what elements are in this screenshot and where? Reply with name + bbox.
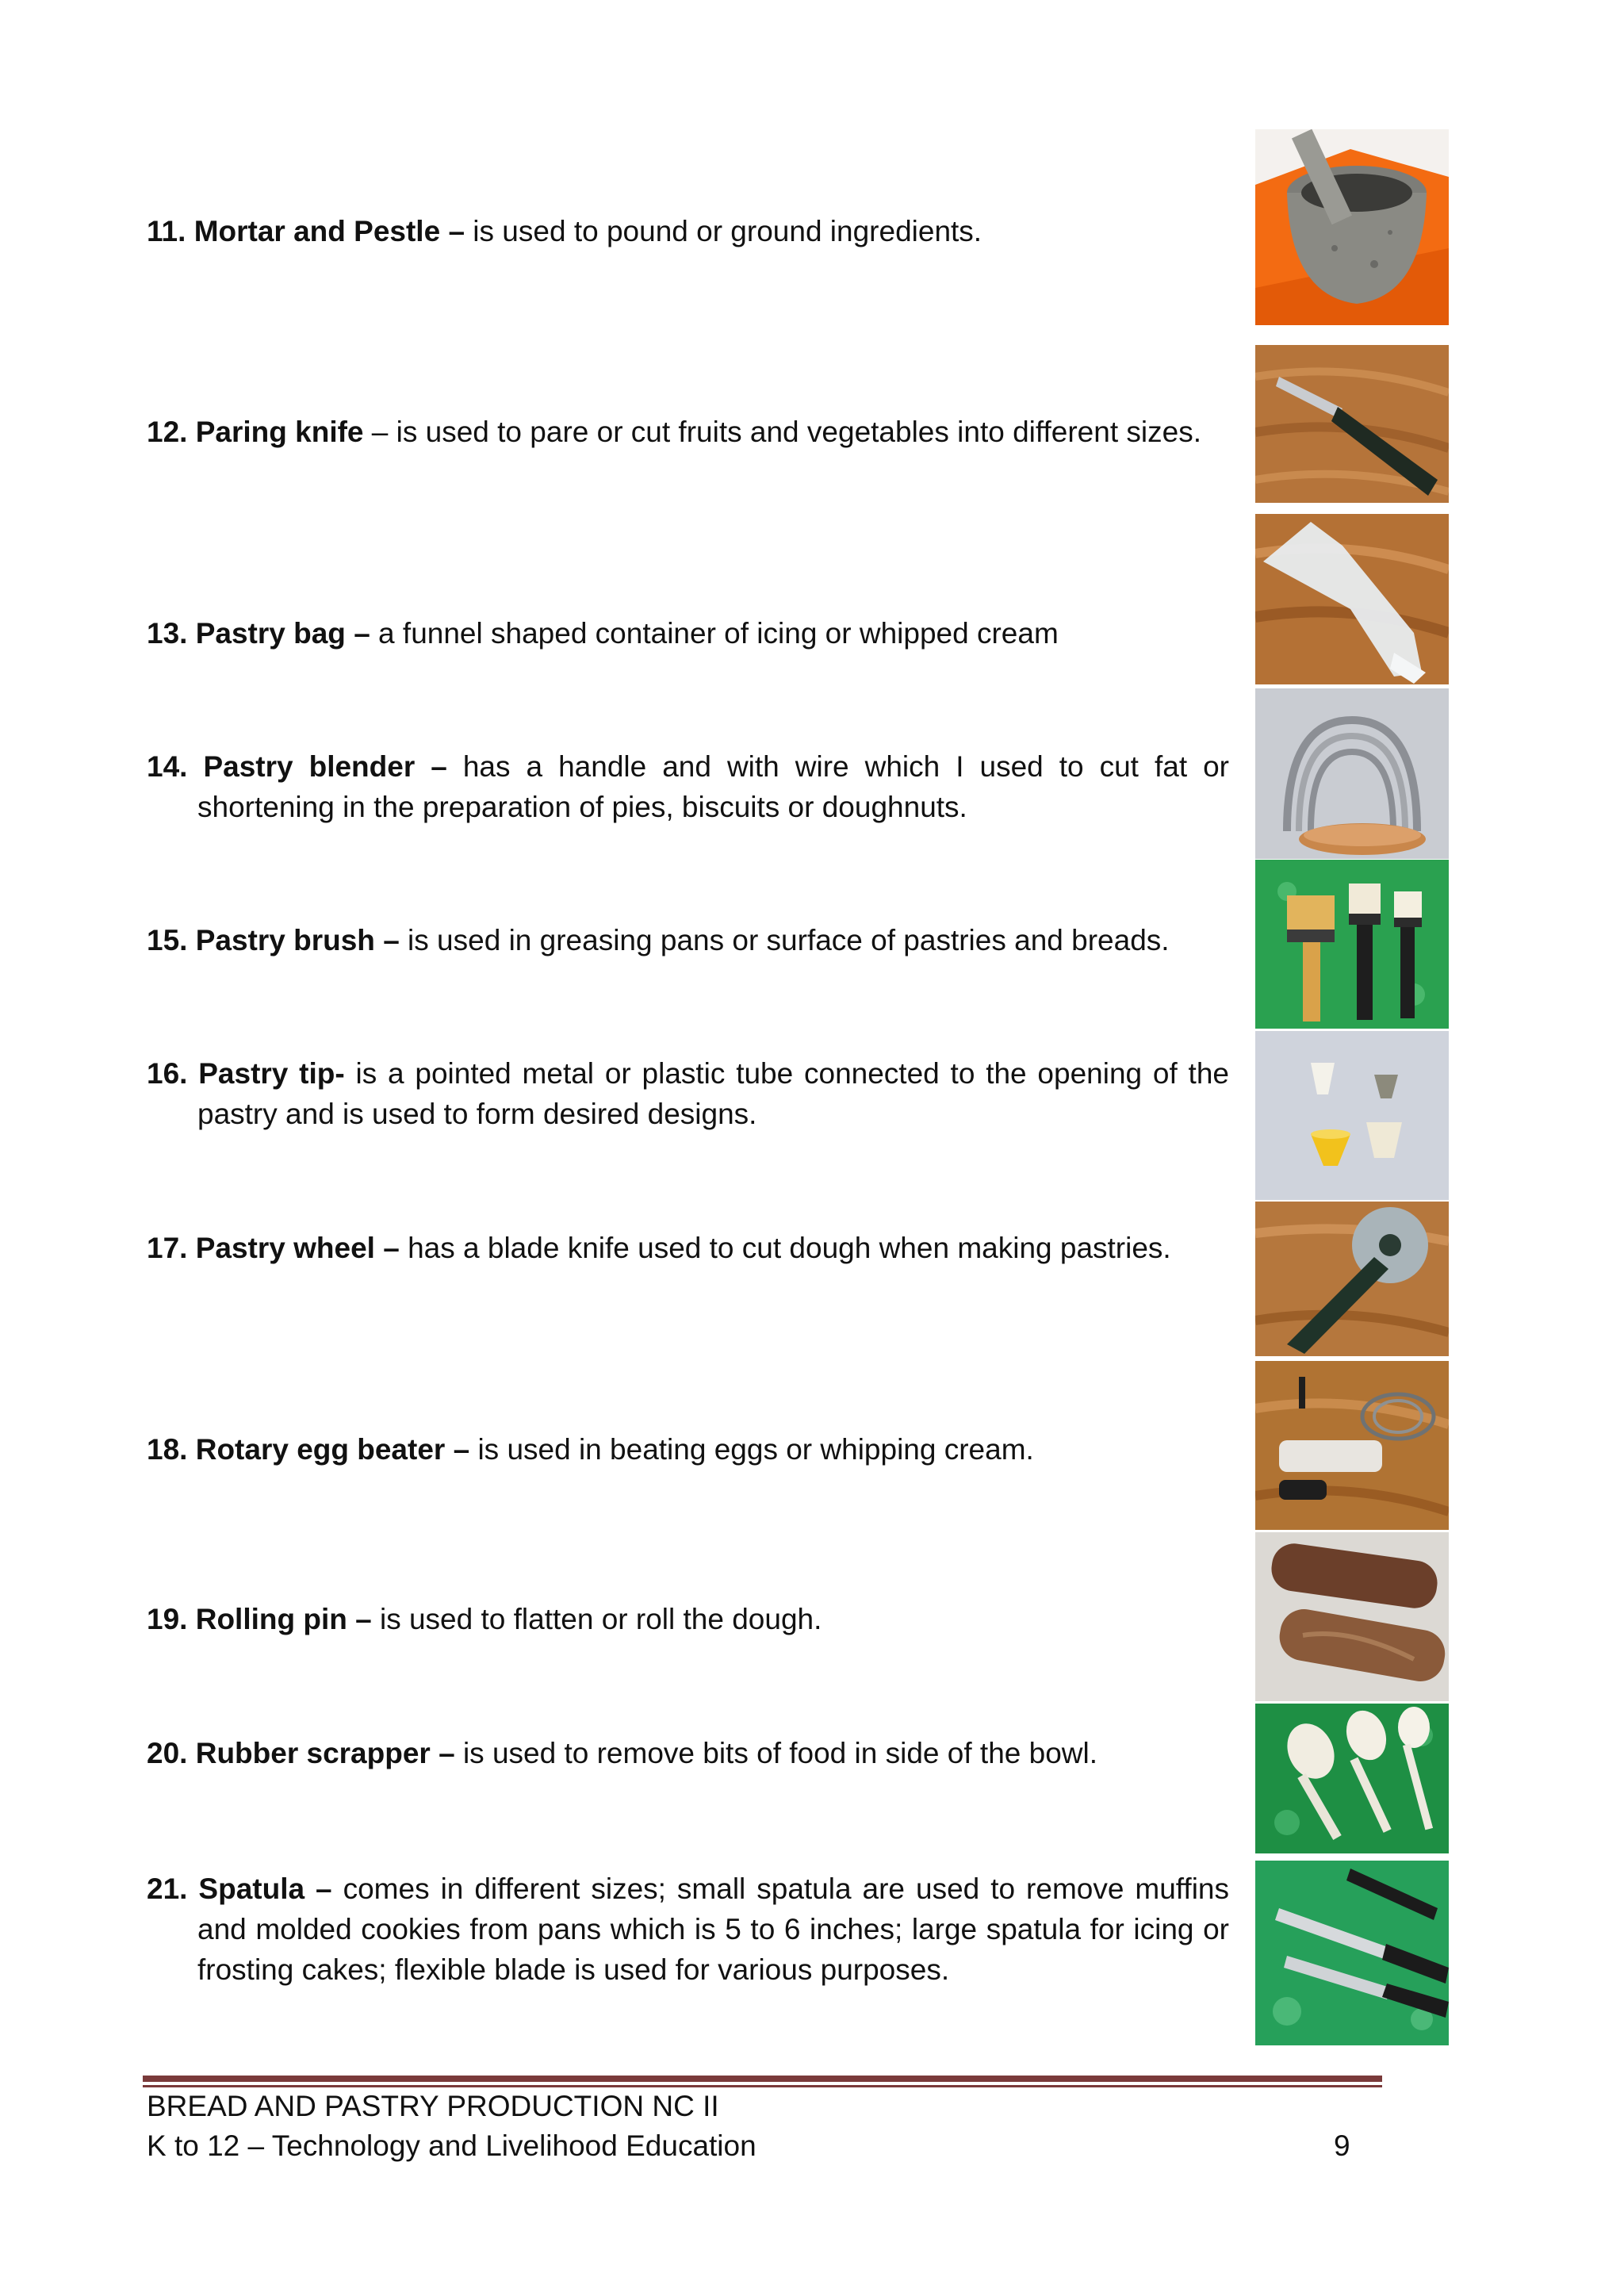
item-term: Paring knife	[195, 416, 364, 448]
list-item-pastry-blender	[147, 746, 1229, 827]
item-number: 19.	[147, 1603, 188, 1635]
item-number: 16.	[147, 1057, 188, 1090]
list-item-pastry-tip	[147, 1053, 1229, 1134]
mortar-and-pestle-photo	[1255, 129, 1449, 325]
pastry-blender-photo	[1255, 688, 1449, 859]
item-number: 21.	[147, 1872, 188, 1905]
item-term: Pastry wheel –	[195, 1232, 400, 1264]
page-number: 9	[1334, 2129, 1350, 2162]
item-term: Spatula –	[198, 1872, 332, 1905]
item-term: Pastry brush –	[195, 924, 400, 956]
item-number: 18.	[147, 1433, 188, 1466]
rotary-egg-beater-photo	[1255, 1361, 1449, 1530]
list-item-pastry-brush	[147, 920, 1229, 960]
item-term: Rotary egg beater –	[195, 1433, 470, 1466]
item-number: 13.	[147, 617, 188, 650]
item-description: is used to remove bits of food in side of the bowl.	[454, 1737, 1098, 1769]
pastry-bag-photo	[1255, 514, 1449, 684]
item-number: 15.	[147, 924, 188, 956]
item-description: is used to pound or ground ingredients.	[465, 215, 982, 247]
item-description: has a blade knife used to cut dough when making pastries.	[399, 1232, 1171, 1264]
list-item-pastry-bag	[147, 613, 1229, 654]
item-description: is used in beating eggs or whipping cream.	[469, 1433, 1034, 1466]
list-item-rolling-pin	[147, 1599, 1229, 1639]
item-number: 14.	[147, 750, 188, 783]
item-description: comes in different sizes; small spatula are used to remove muffins and molded cookies from pans which is 5 to 6 inches; large spatula for icing or frosting cakes; flexible blade is used for various purposes.	[197, 1872, 1229, 1986]
pastry-tip-photo	[1255, 1031, 1449, 1200]
item-number: 11.	[147, 215, 186, 247]
rubber-scrapper-photo	[1255, 1704, 1449, 1853]
list-item-pastry-wheel	[147, 1228, 1229, 1268]
footer-rule	[143, 2076, 1382, 2082]
pastry-brush-photo	[1255, 860, 1449, 1029]
item-term: Pastry blender –	[203, 750, 447, 783]
item-term: Pastry tip-	[198, 1057, 345, 1090]
item-description: is used to flatten or roll the dough.	[371, 1603, 822, 1635]
item-description: – is used to pare or cut fruits and vegetables into different sizes.	[363, 416, 1201, 448]
paring-knife-photo	[1255, 345, 1449, 503]
list-item-spatula	[147, 1869, 1229, 1990]
item-number: 12.	[147, 416, 188, 448]
item-number: 20.	[147, 1737, 188, 1769]
list-item-mortar-and-pestle	[147, 211, 1229, 251]
item-description: a funnel shaped container of icing or whipped cream	[370, 617, 1059, 650]
list-item-paring-knife	[147, 412, 1229, 452]
item-description: has a handle and with wire which I used to cut fat or shortening in the preparation of pies, biscuits or doughnuts.	[197, 750, 1230, 823]
rolling-pin-photo	[1255, 1532, 1449, 1701]
item-term: Mortar and Pestle –	[193, 215, 465, 247]
pastry-wheel-photo	[1255, 1202, 1449, 1356]
item-term: Rubber scrapper –	[195, 1737, 455, 1769]
item-term: Pastry bag –	[195, 617, 370, 650]
item-number: 17.	[147, 1232, 188, 1264]
footer-program-title: K to 12 – Technology and Livelihood Education	[147, 2129, 756, 2162]
footer-course-title: BREAD AND PASTRY PRODUCTION NC II	[147, 2090, 719, 2122]
item-description: is used in greasing pans or surface of pastries and breads.	[399, 924, 1170, 956]
item-description: is a pointed metal or plastic tube connected to the opening of the pastry and is used to form desired designs.	[197, 1057, 1229, 1130]
item-term: Rolling pin –	[195, 1603, 372, 1635]
list-item-rotary-egg-beater	[147, 1429, 1229, 1470]
list-item-rubber-scrapper	[147, 1733, 1229, 1773]
spatula-photo	[1255, 1861, 1449, 2045]
